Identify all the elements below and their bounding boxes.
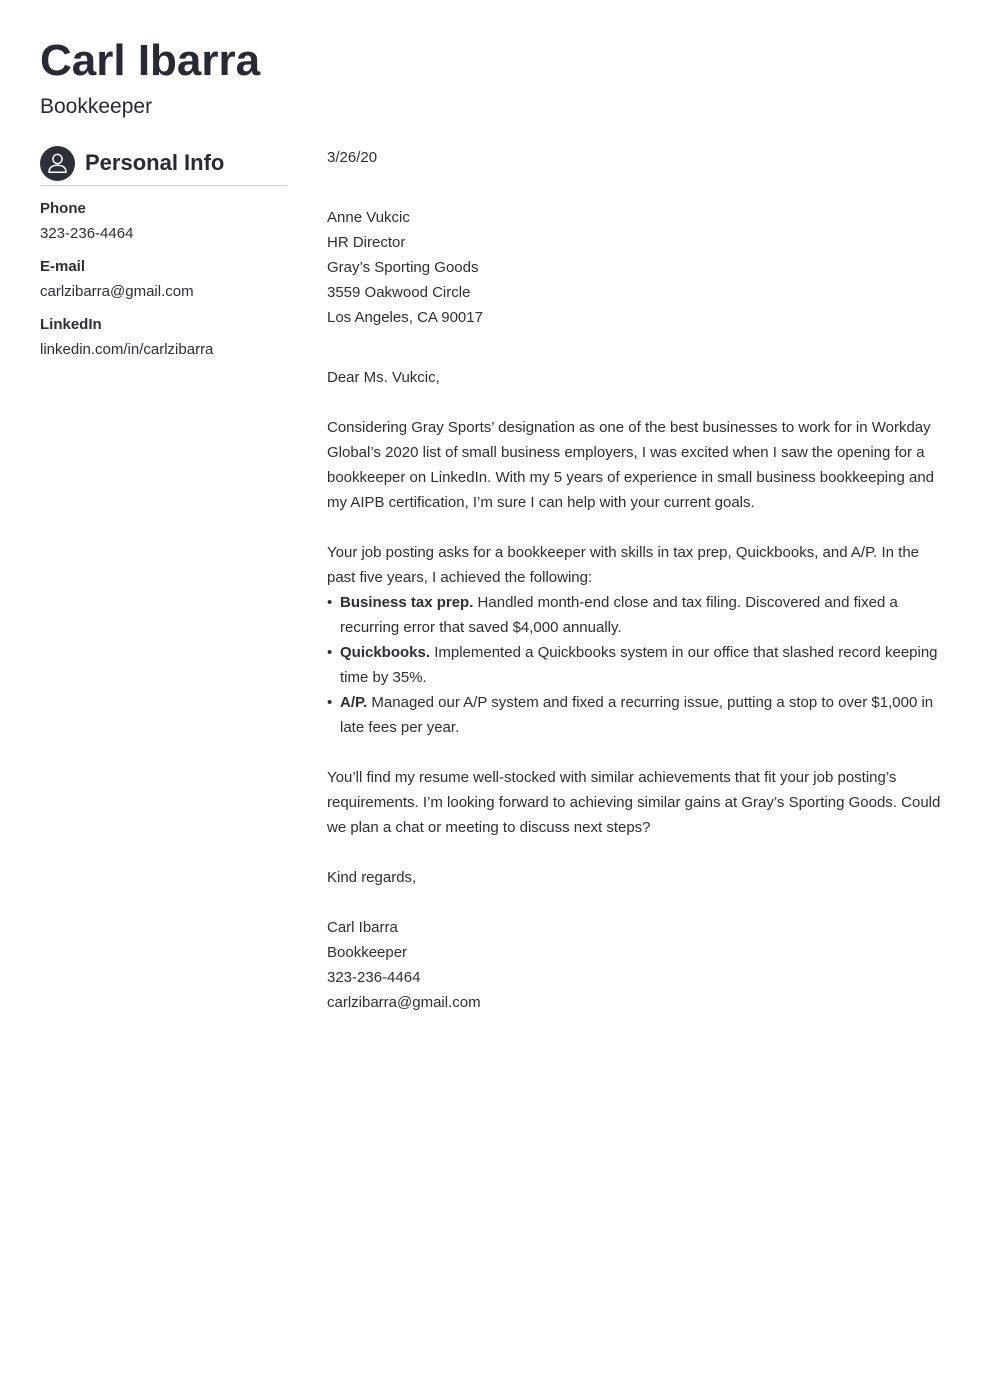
spacer (327, 515, 947, 540)
phone-field (40, 199, 287, 244)
recipient-city: Los Angeles, CA 90017 (327, 309, 483, 326)
closing-paragraph: You’ll find my resume well-stocked with similar achievements that fit your job posting’s requirements. I’m looking forward to achieving similar gains at Gray’s Sporting Goods. Could we plan a chat or meeting to discuss next steps? (327, 769, 941, 836)
signature-block (327, 915, 947, 1015)
achievement-text: Managed our A/P system and fixed a recurring issue, putting a stop to over $1,000 in late fees per year. (340, 694, 934, 736)
signature-phone: 323-236-4464 (327, 969, 421, 986)
recipient-name: Anne Vukcic (327, 209, 410, 226)
phone-value: 323-236-4464 (40, 225, 134, 242)
sidebar (40, 146, 287, 360)
candidate-name: Carl Ibarra (40, 36, 261, 85)
phone-label: Phone (40, 200, 86, 217)
spacer (327, 740, 947, 765)
achievement-text: Implemented a Quickbooks system in our office that slashed record keeping time by 35%. (340, 644, 938, 686)
linkedin-value[interactable]: linkedin.com/in/carlzibarra (40, 341, 214, 358)
intro-paragraph: Considering Gray Sports’ designation as one of the best businesses to work for in Workday Global’s 2020 list of small business employers, I was excited when I saw the opening for a bookkeeper on LinkedIn. With my 5 years of experience in small business bookkeeping and my AIPB certification, I’m sure I can help with your current goals. (327, 419, 935, 511)
cover-letter-body (327, 145, 947, 1015)
signature-title: Bookkeeper (327, 944, 408, 961)
personal-info-header (40, 146, 287, 186)
linkedin-field (40, 315, 287, 360)
letter-date: 3/26/20 (327, 149, 378, 166)
linkedin-label: LinkedIn (40, 316, 102, 333)
spacer (327, 840, 947, 865)
achievement-text: Handled month-end close and tax filing. Discovered and fixed a recurring error that saved $4,000 annually. (340, 594, 898, 636)
signature-email[interactable]: carlzibarra@gmail.com (327, 994, 481, 1011)
signature-name: Carl Ibarra (327, 919, 398, 936)
achievement-title: Quickbooks. (340, 644, 431, 661)
candidate-job-title: Bookkeeper (40, 95, 153, 118)
spacer (327, 890, 947, 915)
recipient-block (327, 205, 947, 330)
email-label: E-mail (40, 258, 86, 275)
achievement-title: Business tax prep. (340, 594, 474, 611)
list-item (327, 690, 947, 740)
email-field (40, 257, 287, 302)
recipient-street: 3559 Oakwood Circle (327, 284, 471, 301)
spacer (327, 170, 947, 205)
achievements-list (327, 590, 947, 740)
list-item (327, 640, 947, 690)
email-value[interactable]: carlzibarra@gmail.com (40, 283, 194, 300)
list-item (327, 590, 947, 640)
salutation: Dear Ms. Vukcic, (327, 369, 440, 386)
recipient-title: HR Director (327, 234, 406, 251)
person-icon (40, 146, 75, 181)
personal-info-title: Personal Info (85, 150, 225, 175)
skills-intro-paragraph: Your job posting asks for a bookkeeper with skills in tax prep, Quickbooks, and A/P. In the past five years, I achieved the following: (327, 544, 920, 586)
signoff: Kind regards, (327, 869, 417, 886)
recipient-company: Gray’s Sporting Goods (327, 259, 479, 276)
spacer (327, 390, 947, 415)
spacer (327, 330, 947, 365)
achievement-title: A/P. (340, 694, 368, 711)
